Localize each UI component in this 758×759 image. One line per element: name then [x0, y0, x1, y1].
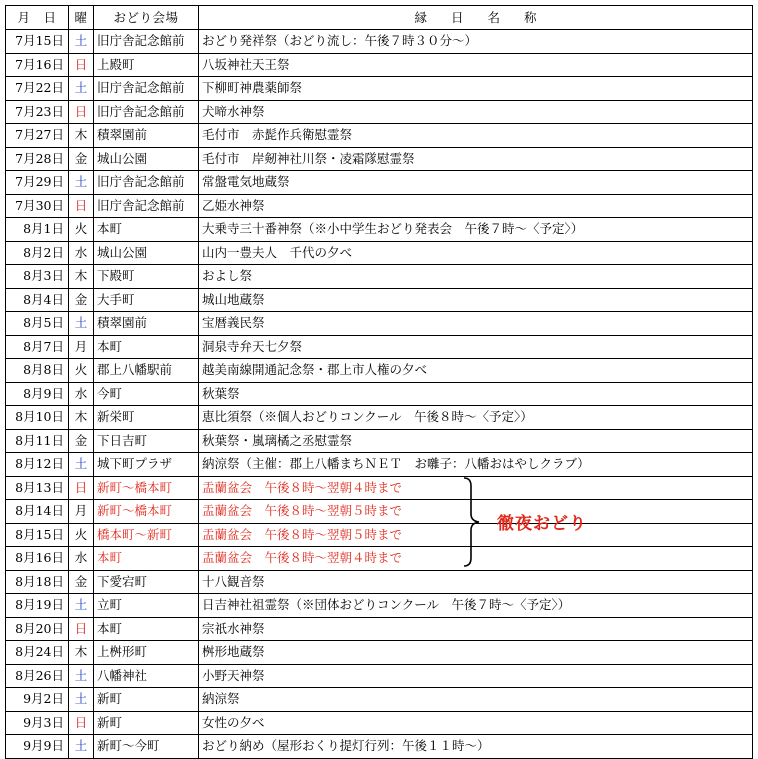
table-row	[6, 218, 753, 242]
table-row	[6, 382, 753, 406]
table-row	[6, 335, 753, 359]
row-weekday: 水	[69, 241, 94, 265]
row-weekday: 木	[69, 406, 94, 430]
table-row	[6, 124, 753, 148]
row-venue: 下日吉町	[94, 429, 199, 453]
table-row	[6, 241, 753, 265]
tetsuya-brace	[462, 476, 488, 568]
row-venue: 郡上八幡駅前	[94, 359, 199, 383]
row-date: 8月7日	[6, 335, 69, 359]
row-festival-name: およし祭	[199, 265, 753, 289]
row-date: 9月3日	[6, 711, 69, 735]
row-festival-name: 恵比須祭（※個人おどりコンクール 午後８時〜〈予定〉）	[199, 406, 753, 430]
header-dow: 曜	[69, 6, 94, 30]
row-festival-name: 下柳町神農薬師祭	[199, 77, 753, 101]
row-date: 8月26日	[6, 664, 69, 688]
row-weekday: 木	[69, 124, 94, 148]
row-date: 8月9日	[6, 382, 69, 406]
row-venue: 積翠園前	[94, 124, 199, 148]
row-festival-name: 日吉神社祖霊祭（※団体おどりコンクール 午後７時〜〈予定〉）	[199, 594, 753, 618]
row-festival-name: おどり発祥祭（おどり流し：午後７時３０分〜）	[199, 30, 753, 54]
row-venue: 橋本町〜新町	[94, 523, 199, 547]
row-venue: 旧庁舎記念館前	[94, 100, 199, 124]
row-festival-name: 盂蘭盆会 午後８時〜翌朝５時まで	[199, 500, 753, 524]
row-date: 7月22日	[6, 77, 69, 101]
table-row	[6, 523, 753, 547]
row-weekday: 金	[69, 570, 94, 594]
table-row	[6, 688, 753, 712]
row-date: 8月18日	[6, 570, 69, 594]
row-venue: 本町	[94, 335, 199, 359]
row-weekday: 日	[69, 617, 94, 641]
row-venue: 旧庁舎記念館前	[94, 171, 199, 195]
row-weekday: 日	[69, 100, 94, 124]
row-weekday: 月	[69, 500, 94, 524]
row-venue: 旧庁舎記念館前	[94, 77, 199, 101]
row-date: 8月1日	[6, 218, 69, 242]
row-venue: 旧庁舎記念館前	[94, 30, 199, 54]
row-venue: 大手町	[94, 288, 199, 312]
row-date: 8月11日	[6, 429, 69, 453]
header-festival-name: 縁日名称	[199, 6, 753, 30]
table-row	[6, 406, 753, 430]
table-row	[6, 265, 753, 289]
row-festival-name: 盂蘭盆会 午後８時〜翌朝５時まで	[199, 523, 753, 547]
row-venue: 積翠園前	[94, 312, 199, 336]
table-row	[6, 594, 753, 618]
row-weekday: 土	[69, 594, 94, 618]
row-festival-name: 八坂神社天王祭	[199, 53, 753, 77]
row-weekday: 日	[69, 53, 94, 77]
table-row	[6, 429, 753, 453]
row-weekday: 土	[69, 171, 94, 195]
table-row	[6, 617, 753, 641]
row-venue: 八幡神社	[94, 664, 199, 688]
row-venue: 上桝形町	[94, 641, 199, 665]
row-date: 8月14日	[6, 500, 69, 524]
row-weekday: 土	[69, 77, 94, 101]
row-date: 9月9日	[6, 735, 69, 759]
row-weekday: 土	[69, 453, 94, 477]
table-row	[6, 664, 753, 688]
row-festival-name: 宝暦義民祭	[199, 312, 753, 336]
table-row	[6, 359, 753, 383]
table-row	[6, 194, 753, 218]
row-festival-name: 常盤電気地蔵祭	[199, 171, 753, 195]
row-date: 8月13日	[6, 476, 69, 500]
row-date: 8月15日	[6, 523, 69, 547]
row-weekday: 土	[69, 312, 94, 336]
row-venue: 城山公園	[94, 241, 199, 265]
row-weekday: 土	[69, 664, 94, 688]
row-venue: 城山公園	[94, 147, 199, 171]
table-row	[6, 171, 753, 195]
table-row	[6, 547, 753, 571]
row-festival-name: 小野天神祭	[199, 664, 753, 688]
row-date: 8月8日	[6, 359, 69, 383]
row-weekday: 火	[69, 359, 94, 383]
row-weekday: 水	[69, 382, 94, 406]
row-weekday: 土	[69, 735, 94, 759]
row-date: 8月24日	[6, 641, 69, 665]
row-festival-name: 盂蘭盆会 午後８時〜翌朝４時まで	[199, 547, 753, 571]
row-weekday: 月	[69, 335, 94, 359]
row-weekday: 日	[69, 476, 94, 500]
table-row	[6, 288, 753, 312]
row-date: 7月30日	[6, 194, 69, 218]
table-row	[6, 735, 753, 759]
row-weekday: 火	[69, 218, 94, 242]
row-venue: 新町〜橋本町	[94, 500, 199, 524]
row-date: 7月23日	[6, 100, 69, 124]
row-date: 8月5日	[6, 312, 69, 336]
row-date: 8月3日	[6, 265, 69, 289]
row-festival-name: 山内一豊夫人 千代の夕べ	[199, 241, 753, 265]
row-weekday: 金	[69, 288, 94, 312]
row-venue: 立町	[94, 594, 199, 618]
table-row	[6, 77, 753, 101]
row-weekday: 土	[69, 688, 94, 712]
row-weekday: 金	[69, 429, 94, 453]
row-weekday: 金	[69, 147, 94, 171]
table-row	[6, 312, 753, 336]
row-date: 8月20日	[6, 617, 69, 641]
row-festival-name: おどり納め（屋形おくり提灯行列：午後１１時〜）	[199, 735, 753, 759]
row-festival-name: 宗祇水神祭	[199, 617, 753, 641]
row-date: 7月28日	[6, 147, 69, 171]
row-venue: 本町	[94, 617, 199, 641]
table-row	[6, 453, 753, 477]
row-date: 7月15日	[6, 30, 69, 54]
row-date: 8月2日	[6, 241, 69, 265]
table-row	[6, 500, 753, 524]
table-row	[6, 476, 753, 500]
row-festival-name: 乙姫水神祭	[199, 194, 753, 218]
table-row	[6, 147, 753, 171]
row-festival-name: 女性の夕べ	[199, 711, 753, 735]
row-venue: 新町〜橋本町	[94, 476, 199, 500]
row-date: 7月29日	[6, 171, 69, 195]
row-weekday: 土	[69, 30, 94, 54]
row-date: 8月12日	[6, 453, 69, 477]
row-weekday: 日	[69, 711, 94, 735]
row-venue: 本町	[94, 547, 199, 571]
row-date: 7月16日	[6, 53, 69, 77]
row-festival-name: 秋葉祭・嵐璃橘之丞慰霊祭	[199, 429, 753, 453]
row-weekday: 水	[69, 547, 94, 571]
row-weekday: 火	[69, 523, 94, 547]
row-venue: 下殿町	[94, 265, 199, 289]
row-festival-name: 毛付市 赤髭作兵衛慰霊祭	[199, 124, 753, 148]
row-venue: 下愛宕町	[94, 570, 199, 594]
row-festival-name: 納涼祭（主催：郡上八幡まちＮＥＴ お囃子：八幡おはやしクラブ）	[199, 453, 753, 477]
row-venue: 新町〜今町	[94, 735, 199, 759]
table-row	[6, 53, 753, 77]
row-date: 8月10日	[6, 406, 69, 430]
header-venue: おどり会場	[94, 6, 199, 30]
row-weekday: 木	[69, 265, 94, 289]
row-venue: 本町	[94, 218, 199, 242]
row-venue: 新町	[94, 688, 199, 712]
row-date: 8月19日	[6, 594, 69, 618]
row-venue: 旧庁舎記念館前	[94, 194, 199, 218]
table-row	[6, 570, 753, 594]
row-festival-name: 盂蘭盆会 午後８時〜翌朝４時まで	[199, 476, 753, 500]
row-venue: 新町	[94, 711, 199, 735]
row-date: 8月4日	[6, 288, 69, 312]
row-date: 8月16日	[6, 547, 69, 571]
table-row	[6, 100, 753, 124]
table-row	[6, 30, 753, 54]
row-venue: 城下町プラザ	[94, 453, 199, 477]
row-festival-name: 犬啼水神祭	[199, 100, 753, 124]
row-festival-name: 大乗寺三十番神祭（※小中学生おどり発表会 午後７時〜〈予定〉）	[199, 218, 753, 242]
row-date: 9月2日	[6, 688, 69, 712]
table-row	[6, 711, 753, 735]
table-header-row	[6, 6, 753, 30]
row-weekday: 木	[69, 641, 94, 665]
row-venue: 上殿町	[94, 53, 199, 77]
row-venue: 新栄町	[94, 406, 199, 430]
header-date: 月 日	[6, 6, 69, 30]
table-row	[6, 641, 753, 665]
schedule-rows	[6, 30, 753, 759]
row-festival-name: 納涼祭	[199, 688, 753, 712]
row-weekday: 日	[69, 194, 94, 218]
tetsuya-odori-note: 徹夜おどり	[497, 514, 587, 534]
row-festival-name: 毛付市 岸剱神社川祭・凌霜隊慰霊祭	[199, 147, 753, 171]
row-date: 7月27日	[6, 124, 69, 148]
festival-schedule-table	[5, 5, 753, 759]
row-festival-name: 越美南線開通記念祭・郡上市人権の夕べ	[199, 359, 753, 383]
row-festival-name: 桝形地蔵祭	[199, 641, 753, 665]
row-festival-name: 十八観音祭	[199, 570, 753, 594]
row-festival-name: 洞泉寺弁天七夕祭	[199, 335, 753, 359]
row-festival-name: 城山地蔵祭	[199, 288, 753, 312]
row-festival-name: 秋葉祭	[199, 382, 753, 406]
row-venue: 今町	[94, 382, 199, 406]
